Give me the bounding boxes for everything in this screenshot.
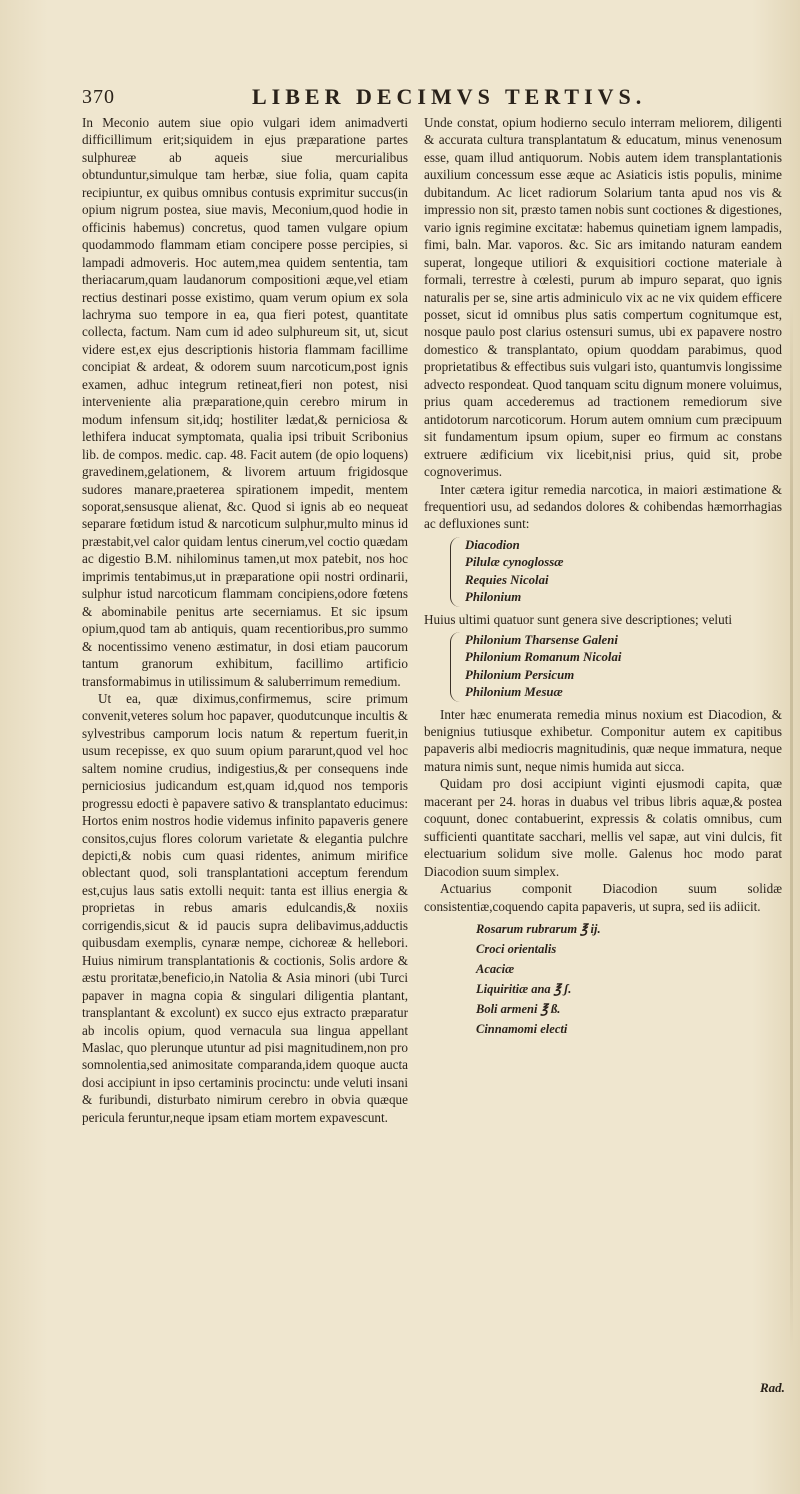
left-column <box>82 114 408 1126</box>
list-item: Philonium <box>465 590 522 605</box>
list-item: Requies Nicolai <box>465 572 549 587</box>
recipe-item: Cinnamomi electi <box>476 1022 568 1037</box>
recipe-list <box>476 919 782 1039</box>
right-paragraph-4: Inter hæc enumerata remedia minus noxium est Diacodion, & benignius tutiusque exhibetur. Componitur autem ex capitibus papaveris albi mediocris magnitudinis, quæ neque immatura, neque matura nimis sunt, neque nimis humida aut sicca. <box>424 706 782 774</box>
philonium-list <box>450 632 782 702</box>
list-item: Pilulæ cynoglossæ <box>465 555 564 570</box>
remedies-list <box>450 537 782 607</box>
list-item: Philonium Persicum <box>465 667 575 682</box>
page-header <box>82 84 782 110</box>
right-column <box>424 114 782 1039</box>
recipe-item: Liquiritiæ ana ℥ ʃ. <box>476 982 572 997</box>
right-paragraph-1: Unde constat, opium hodierno seculo interram meliorem, diligenti & accurata cultura transplantatum & educatum, minus venenosum esse, quam illud antiquorum. Nobis autem idem transplantationis auxilium concessum esse æque ac Asiaticis istis populis, minime dubitandum. Ac licet radiorum Solarium tanta apud nos vis & impressio non sit, præsto tamen nobis sunt coctiones & digestiones, vario ignis regimine excitatæ: habemus quinetiam ignem lampadis, fimi, baln. Mar. vaporos. &c. Sic ars imitando naturam eandem superat, longeque utiliori & exquisitiori coctione materiale à formali, terrestre à cœlesti, purum ab impuro separat, quo ignis naturalis per se, sine artis adminiculo vix ac ne vix quidem efficere posset, sicut id omnibus plus satis compertum cognitumque est, nosque paulo post clarius ostensuri sumus, ubi ex papavere nostro domestico & transplantato, opium quoddam parabimus, quod proprietatibus & effectibus suis vulgari isto, quantumvis longissime advecto respondeat. Quod tanquam scitu dignum monere voluimus, prius quam accederemus ad tractionem remediorum sive antidotorum narcoticorum. Horum autem omnium cum præcipuum sit fundamentum ipsum opium, super eo firmum ac constans extruere ædificium vix licebit,nisi prius, quid sit, probe cognoverimus. <box>424 115 782 480</box>
list-item: Philonium Tharsense Galeni <box>465 632 618 647</box>
list-item: Diacodion <box>465 537 520 552</box>
right-paragraph-5: Quidam pro dosi accipiunt viginti ejusmodi capita, quæ macerant per 24. horas in duabus vel tribus libris aquæ,& postea coquunt, donec contabuerint, expressis & colatis omnibus, cum sufficienti quantitate sacchari, mellis vel sapæ, aut vini dulcis, fit electuarium solidum sive molle. Galenus hoc modo parat Diacodion suum simplex. <box>424 776 782 879</box>
list-item: Philonium Mesuæ <box>465 685 563 700</box>
left-paragraph-1: In Meconio autem siue opio vulgari idem animadverti difficillimum erit;siquidem in ejus præparatione partes sulphureæ ab aqueis siue mercurialibus obtunduntur,simulque tam herbæ, siue folia, quam capita recipiuntur, ex quibus omnibus contusis exprimitur succus(in opium nigrum postea, siue mavis, Meconium,quod hodie in officinis habemus) concretus, quod tamen vulgare opium quodammodo flammam etiam concipere posse percipies, si lampadi admoveris. Hoc autem,mea quidem sententia, tam theriacarum,quam laudanorum compositioni æque,vel etiam rectius destinari posse existimo, quam verum opium ex sola lachryma suo tempore in ea, qua fieri potest, quantitate collecta, factum. Nam cum id adeo sulphureum sit, ut, sicut videre est,ex ejus descriptionis historia flammam facillime concipiat & ardeat, & odorem suum narcoticum,post ignis examen, adhuc integrum retineat,fieri non potest, nisi interveniente alia præparatione,quin cerebro mirum in modum infensum sit,idq; hostiliter lædat,& perniciosa & lethifera inducat symptomata, qualia ipsi tribuit Scribonius lib. de compos. medic. cap. 48. Facit autem (de opio loquens) gravedinem,gelationem, & livorem artuum frigidosque sudores manare,praeterea spirationem impedit, mentem soporat,sensusque alienat, &c. Quod si ignis ab eo nequeat separare fœtidum istud & narcoticum sulphur,multo minus id præstabit,vel calor quidam lentus cinerum,vel coctio quædam ac digestio B.M. nihilominus tamen,ut mox patebit, nos hoc imprimis tentabimus,ut in præparatione opii nostri ordinarii, sulphur istud narcoticum flammam concipiens,odore fœtens & abominabile penitus arte secerniamus. Et sic ipsum opium,quod tam ab antiquis, quam recentioribus,pro summo & nocentissimo veneno æstimatur, in dosi etiam paucorum tantum granorum exhibitum, facillimo artificio transformabimus in utilissimum & saluberrimum remedium. <box>82 115 408 689</box>
recipe-item: Croci orientalis <box>476 942 557 957</box>
catchword: Rad. <box>760 1380 785 1395</box>
running-head: LIBER DECIMVS TERTIVS. <box>252 84 647 109</box>
list-item: Philonium Romanum Nicolai <box>465 650 622 665</box>
right-paragraph-6: Actuarius componit Diacodion suum solidæ consistentiæ,coquendo capita papaveris, ut supra, sed iis adiicit. <box>424 881 782 914</box>
left-paragraph-2: Ut ea, quæ diximus,confirmemus, scire primum convenit,veteres solum hoc papaver, quodutcunque incultis & sylvestribus camporum locis natum & repertum fuerit,in usum recepisse, ex quo suum opium pararunt,quod vel hoc saltem nomine crudius, indigestius,& per consequens inde perniciosius judicandum est,quam id,quod nos temporis progressu edocti è papavere sativo & transplantato educimus: Hortos enim nostros hodie videmus infinito papaveris genere consitos,cujus flores colorum varietate & elegantia pulchre depicti,& nobis cum quasi ridentes, animum mirifice oblectant quod, soli transplantationi acceptum ferendum est,cujus laus satis extolli nequit: tanta est illius energia & proprietas in rebus amaris edulcandis,& noxiis corrigendis,sicut & id paucis supra delibavimus,adductis quibusdam exemplis, cynaræ nempe, cichoreæ & hellebori. Huius nimirum transplantationis & coctionis, Solis ardore & æstu proritatæ,beneficio,in Natolia & Asia minori (ubi Turci papaver in magna copia & singulari diligentia plantant, transplantant & excolunt) ex succo ejus extracto præparatur ab incolis opium, quod vernacula sua lingua appellant Maslac, quo plerunque utuntur ad pisi magnitudinem,non pro somnolentia,sed animositate comparanda,idem quoque aucta dosi accipiunt in ipso certaminis procinctu: unde veluti insani & furibundi, disturbato nimirum cerebro in obvia quæque pericula feruntur,neque ipsam etiam mortem expavescunt. <box>82 690 408 1125</box>
recipe-item: Acaciæ <box>476 962 515 977</box>
page-edge-shadow <box>790 300 793 1350</box>
right-paragraph-2: Inter cætera igitur remedia narcotica, in maiori æstimatione & frequentiori usu, ad sedandos dolores & cohibendas hæmorrhagias ac defluxiones sunt: <box>424 481 782 532</box>
recipe-item: Rosarum rubrarum ℥ ij. <box>476 922 601 937</box>
right-paragraph-3: Huius ultimi quatuor sunt genera sive descriptiones; veluti <box>424 611 733 627</box>
page-number: 370 <box>82 86 115 108</box>
recipe-item: Boli armeni ℥ ß. <box>476 1002 561 1017</box>
